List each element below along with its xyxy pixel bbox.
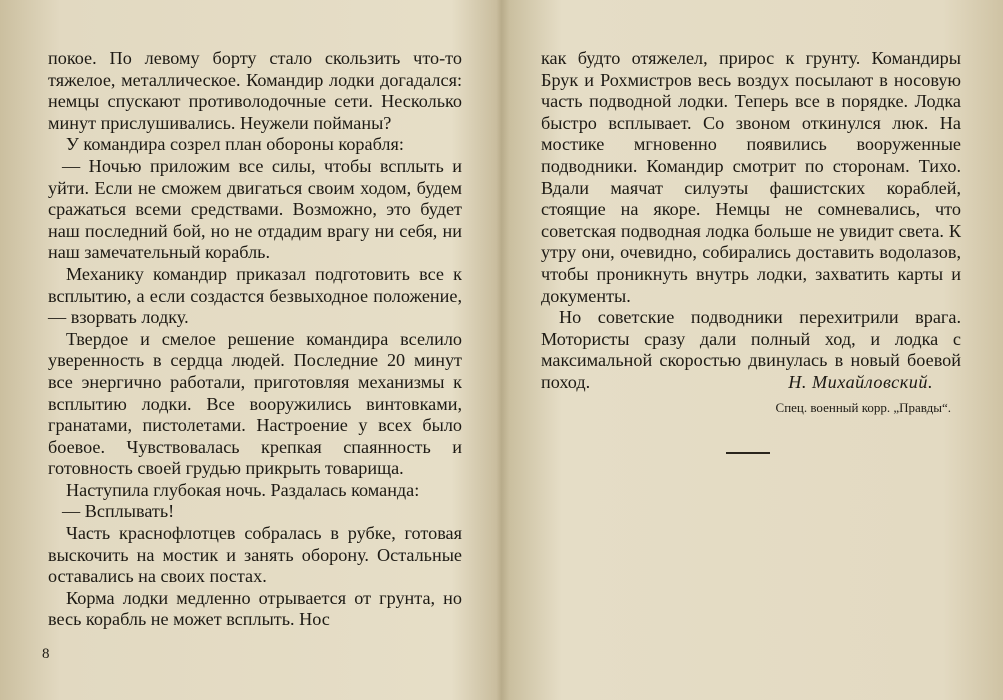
page-number: 8 (42, 646, 50, 662)
dialogue-line: — Ночью приложим все силы, чтобы всплыть и уйти. Если не сможем двигаться своим ходом, будем сражаться всеми средствами. Возможно, это будет наш последний бой, но не отдадим врагу ни себя, ни наш замечательный корабль. (48, 155, 462, 263)
author-signature: Н. Михайловский. (788, 372, 933, 392)
paragraph: Механику командир приказал подготовить все к всплытию, а если создастся безвыходное положение,— взорвать лодку. (48, 263, 462, 328)
paragraph: как будто отяжелел, прирос к грунту. Командиры Брук и Рохмистров весь воздух посылают в носовую часть подводной лодки. Теперь все в порядке. Лодка быстро всплывает. Со звоном откинулся люк. На мостике мгновенно появились вооруженные подводники. Командир смотрит по сторонам. Тихо. Вдали маячат силуэты фашистских кораблей, стоящие на якоре. Немцы не сомневались, что советская подводная лодка больше не увидит света. К утру они, очевидно, собирались доставить водолазов, чтобы проникнуть внутрь лодки, захватить карты и документы. (541, 48, 961, 306)
paragraph: Наступила глубокая ночь. Раздалась команда: (66, 479, 420, 500)
paragraph: Но советские подводники перехитрили врага. Мотористы сразу дали полный ход, и лодка с максимальной скоростью двинулась в новый боевой поход. (541, 307, 961, 392)
end-rule (726, 452, 770, 454)
paragraph: покое. По левому борту стало скользить что-то тяжелое, металлическое. Командир лодки догадался: немцы спускают противолодочные сети. Несколько минут прислушивались. Неужели пойманы? (48, 48, 462, 133)
paragraph: Часть краснофлотцев собралась в рубке, готовая выскочить на мостик и занять оборону. Остальные оставались на своих постах. (48, 523, 462, 587)
right-page (503, 0, 1003, 700)
author-credit: Спец. военный корр. „Правды“. (775, 400, 951, 415)
paragraph: Твердое и смелое решение командира вселило уверенность в сердца людей. Последние 20 минут все энергично работали, приготовляя механизмы к всплытию лодки. Все вооружились винтовками, гранатами, пистолетами. Настроение у всех было боевое. Чувствовалась крепкая спаянность и готовность своей грудью прикрыть товарища. (48, 328, 462, 479)
paragraph: Корма лодки медленно отрывается от грунта, но весь корабль не может всплыть. Нос (48, 587, 462, 630)
paragraph: У командира созрел план обороны корабля: (66, 134, 404, 155)
left-page-text (48, 48, 462, 631)
right-page-text (541, 48, 961, 394)
left-page (0, 0, 498, 700)
dialogue-line: — Всплывать! (62, 501, 175, 522)
